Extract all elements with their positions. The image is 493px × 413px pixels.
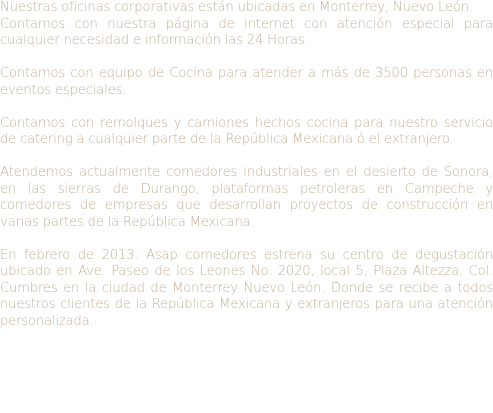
paragraph-tasting-center: En febrero de 2013. Asap comedores estrena su centro de degustación ubicado en Ave. Paseo de los Leones No. 2020, local 5, Plaza Altezza, Col. Cumbres en la ciudad de Monterrey Nuevo León. Donde se recibe a todos nuestros clientes de la República Mexicana y extranjeros para una atención personalizada. — [0, 247, 493, 329]
paragraph-industrial-dining: Atendemos actualmente comedores industriales en el desierto de Sonora, en las sierras de Durango, plataformas petroleras en Campeche y comedores de empresas que desarrollan proyectos de construcción en varias partes de la República Mexicana. — [0, 165, 493, 230]
paragraph-website: Contamos con nuestra página de internet con atención especial para cualquier necesidad e información las 24 Horas. — [0, 16, 493, 48]
paragraph-kitchen-capacity: Contamos con equipo de Cocina para atender a más de 3500 personas en eventos especiales. — [0, 66, 493, 98]
paragraph-offices: Nuestras oficinas corporativas están ubicadas en Monterrey, Nuevo León. — [0, 0, 473, 15]
paragraph-catering-trailers: Contamos con remolques y camiones hechos cocina para nuestro servicio de catering a cualquier parte de la República Mexicana ó el extranjero. — [0, 115, 493, 147]
